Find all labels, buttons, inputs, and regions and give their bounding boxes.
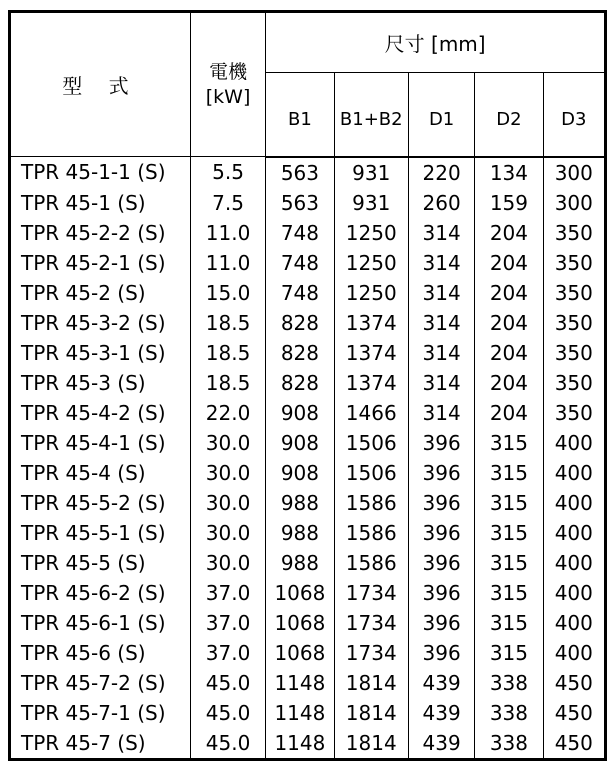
b1-b2-cell: 1374 [334,368,408,398]
model-cell: TPR 45-7-1 (S) [10,698,191,728]
d2-cell: 134 [475,157,543,188]
motor-cell: 30.0 [190,458,265,488]
motor-cell: 37.0 [190,608,265,638]
d3-cell: 350 [543,248,605,278]
table-row [10,308,606,338]
motor-header [190,12,265,157]
d3-cell: 350 [543,308,605,338]
b1-cell: 828 [266,308,334,338]
d2-cell: 204 [475,248,543,278]
d1-cell: 314 [408,368,474,398]
b1-cell: 748 [266,278,334,308]
d2-cell: 315 [475,458,543,488]
dimensions-header: 尺寸 [mm] [266,12,606,73]
motor-cell: 18.5 [190,368,265,398]
b1-cell: 1148 [266,698,334,728]
motor-cell: 18.5 [190,338,265,368]
b1-cell: 908 [266,398,334,428]
motor-cell: 15.0 [190,278,265,308]
model-cell: TPR 45-6 (S) [10,638,191,668]
b1-cell: 748 [266,248,334,278]
d1-cell: 314 [408,338,474,368]
motor-cell: 7.5 [190,188,265,218]
motor-cell: 45.0 [190,668,265,698]
d3-cell: 400 [543,578,605,608]
table-row [10,428,606,458]
b1-b2-cell: 1586 [334,488,408,518]
table-row [10,608,606,638]
d2-cell: 315 [475,518,543,548]
motor-cell: 45.0 [190,728,265,760]
motor-header-label: 電機 [209,60,248,83]
b1-cell: 1068 [266,578,334,608]
table-row [10,398,606,428]
d2-cell: 315 [475,428,543,458]
b1-cell: 988 [266,548,334,578]
b1-b2-cell: 1374 [334,308,408,338]
b1-cell: 1068 [266,638,334,668]
table-row [10,638,606,668]
motor-cell: 30.0 [190,518,265,548]
b1-cell: 1148 [266,728,334,760]
model-cell: TPR 45-2-1 (S) [10,248,191,278]
b1-b2-cell: 1814 [334,698,408,728]
d1-cell: 220 [408,157,474,188]
motor-cell: 18.5 [190,308,265,338]
d2-cell: 338 [475,728,543,760]
table-row [10,728,606,760]
b1-b2-cell: 1506 [334,428,408,458]
dim-col-d2: D2 [475,73,543,157]
model-cell: TPR 45-5-1 (S) [10,518,191,548]
b1-b2-cell: 931 [334,157,408,188]
motor-cell: 30.0 [190,428,265,458]
b1-b2-cell: 1374 [334,338,408,368]
motor-cell: 37.0 [190,638,265,668]
table-row [10,368,606,398]
dim-col-d1: D1 [408,73,474,157]
table-row [10,668,606,698]
table-body [10,157,606,760]
b1-b2-cell: 1814 [334,728,408,760]
d2-cell: 204 [475,398,543,428]
d3-cell: 350 [543,398,605,428]
table-row [10,548,606,578]
table-row [10,218,606,248]
d1-cell: 396 [408,608,474,638]
d1-cell: 396 [408,458,474,488]
b1-b2-cell: 1466 [334,398,408,428]
d3-cell: 400 [543,548,605,578]
model-cell: TPR 45-1-1 (S) [10,157,191,188]
d3-cell: 400 [543,458,605,488]
b1-b2-cell: 1814 [334,668,408,698]
b1-cell: 988 [266,488,334,518]
b1-cell: 908 [266,428,334,458]
model-header: 型 式 [10,12,191,157]
motor-cell: 5.5 [190,157,265,188]
d3-cell: 450 [543,698,605,728]
model-cell: TPR 45-5 (S) [10,548,191,578]
table-row [10,578,606,608]
model-cell: TPR 45-1 (S) [10,188,191,218]
motor-cell: 37.0 [190,578,265,608]
d2-cell: 204 [475,278,543,308]
motor-cell: 11.0 [190,248,265,278]
d3-cell: 350 [543,278,605,308]
d2-cell: 338 [475,668,543,698]
table-row [10,338,606,368]
model-cell: TPR 45-6-2 (S) [10,578,191,608]
motor-cell: 45.0 [190,698,265,728]
b1-cell: 563 [266,157,334,188]
model-cell: TPR 45-5-2 (S) [10,488,191,518]
d1-cell: 314 [408,278,474,308]
table-row [10,188,606,218]
b1-b2-cell: 1250 [334,278,408,308]
d3-cell: 400 [543,638,605,668]
d2-cell: 315 [475,488,543,518]
d2-cell: 204 [475,218,543,248]
b1-cell: 1148 [266,668,334,698]
d1-cell: 314 [408,248,474,278]
d3-cell: 450 [543,728,605,760]
d3-cell: 350 [543,368,605,398]
d2-cell: 315 [475,638,543,668]
d1-cell: 314 [408,308,474,338]
d3-cell: 350 [543,218,605,248]
motor-cell: 11.0 [190,218,265,248]
d1-cell: 396 [408,488,474,518]
b1-cell: 563 [266,188,334,218]
table-row [10,278,606,308]
motor-header-unit: [kW] [205,85,251,108]
d1-cell: 439 [408,728,474,760]
d1-cell: 396 [408,638,474,668]
model-cell: TPR 45-4-1 (S) [10,428,191,458]
model-cell: TPR 45-3 (S) [10,368,191,398]
table-row [10,157,606,188]
model-cell: TPR 45-2-2 (S) [10,218,191,248]
dim-col-d3: D3 [543,73,605,157]
d3-cell: 400 [543,428,605,458]
d3-cell: 300 [543,188,605,218]
b1-b2-cell: 1586 [334,518,408,548]
d1-cell: 396 [408,548,474,578]
model-cell: TPR 45-7 (S) [10,728,191,760]
d1-cell: 314 [408,398,474,428]
model-cell: TPR 45-3-2 (S) [10,308,191,338]
d3-cell: 350 [543,338,605,368]
b1-b2-cell: 1250 [334,218,408,248]
model-cell: TPR 45-3-1 (S) [10,338,191,368]
d3-cell: 300 [543,157,605,188]
d3-cell: 400 [543,488,605,518]
d2-cell: 338 [475,698,543,728]
motor-cell: 22.0 [190,398,265,428]
b1-cell: 908 [266,458,334,488]
d2-cell: 315 [475,578,543,608]
dim-col-b1-b2: B1+B2 [334,73,408,157]
model-cell: TPR 45-7-2 (S) [10,668,191,698]
d1-cell: 314 [408,218,474,248]
b1-b2-cell: 1734 [334,578,408,608]
b1-b2-cell: 1586 [334,548,408,578]
d2-cell: 204 [475,338,543,368]
model-cell: TPR 45-4 (S) [10,458,191,488]
d3-cell: 400 [543,608,605,638]
b1-cell: 988 [266,518,334,548]
b1-b2-cell: 1506 [334,458,408,488]
table-row [10,518,606,548]
d2-cell: 315 [475,548,543,578]
d1-cell: 396 [408,518,474,548]
d2-cell: 204 [475,368,543,398]
d1-cell: 439 [408,668,474,698]
motor-cell: 30.0 [190,488,265,518]
model-cell: TPR 45-4-2 (S) [10,398,191,428]
d3-cell: 400 [543,518,605,548]
spec-table [8,10,607,761]
model-cell: TPR 45-6-1 (S) [10,608,191,638]
d2-cell: 315 [475,608,543,638]
b1-b2-cell: 1250 [334,248,408,278]
dim-col-b1: B1 [266,73,334,157]
b1-cell: 828 [266,338,334,368]
d2-cell: 204 [475,308,543,338]
b1-b2-cell: 1734 [334,608,408,638]
motor-cell: 30.0 [190,548,265,578]
table-row [10,488,606,518]
d1-cell: 396 [408,578,474,608]
b1-cell: 828 [266,368,334,398]
b1-b2-cell: 1734 [334,638,408,668]
d1-cell: 439 [408,698,474,728]
model-cell: TPR 45-2 (S) [10,278,191,308]
d3-cell: 450 [543,668,605,698]
table-row [10,698,606,728]
d1-cell: 260 [408,188,474,218]
table-row [10,248,606,278]
b1-cell: 1068 [266,608,334,638]
d2-cell: 159 [475,188,543,218]
d1-cell: 396 [408,428,474,458]
b1-cell: 748 [266,218,334,248]
b1-b2-cell: 931 [334,188,408,218]
table-row [10,458,606,488]
